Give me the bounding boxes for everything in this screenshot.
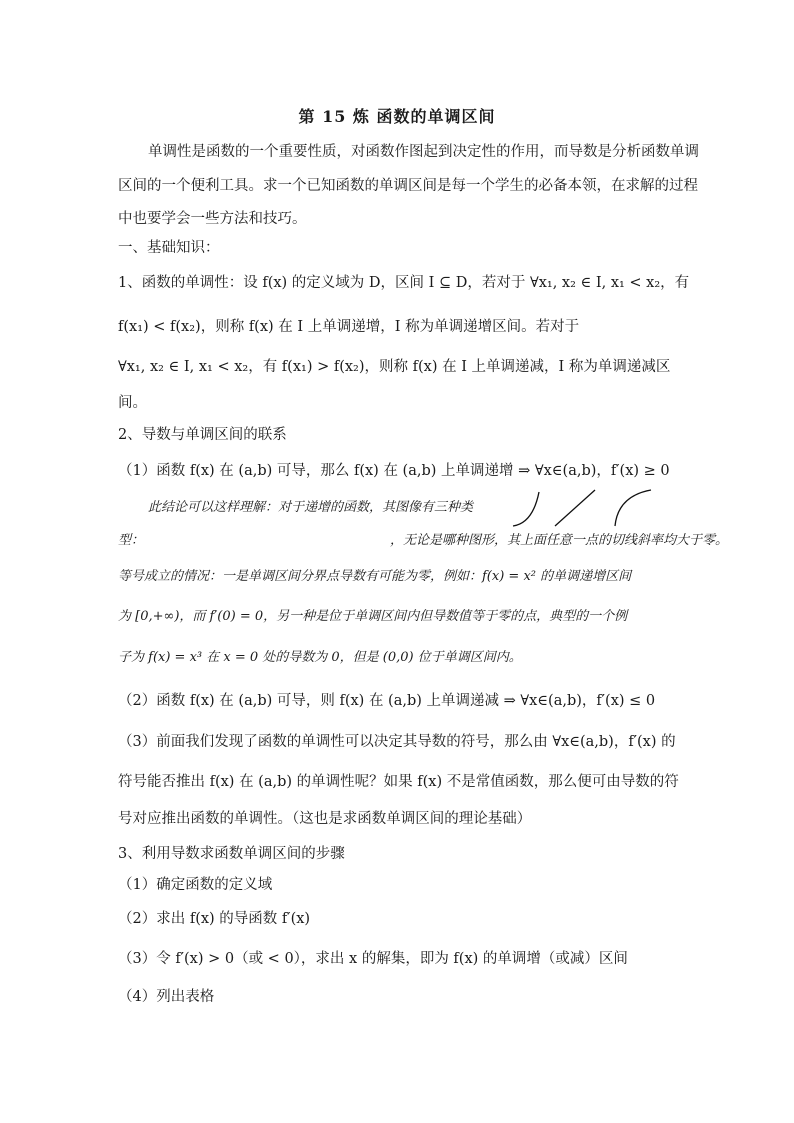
item-3-line-2: 符号能否推出 f(x) 在 (a,b) 的单调性呢？如果 f(x) 不是常值函数，那么便可由导数的符 xyxy=(118,774,679,790)
definition-line-2: f(x₁) < f(x₂)，则称 f(x) 在 I 上单调递增，I 称为单调递增区间。若对于 xyxy=(118,319,580,335)
section-heading-basics: 一、基础知识： xyxy=(118,240,220,256)
page-title: 第 15 炼 函数的单调区间 xyxy=(298,107,496,126)
step-3: （3）令 f′(x) > 0（或 < 0），求出 x 的解集，即为 f(x) 的单调增（或减）区间 xyxy=(118,951,628,967)
item-2-decreasing: （2）函数 f(x) 在 (a,b) 可导，则 f(x) 在 (a,b) 上单调递减 ⇒ ∀x∈(a,b)，f′(x) ≤ 0 xyxy=(118,693,656,709)
intro-line-1: 单调性是函数的一个重要性质，对函数作图起到决定性的作用，而导数是分析函数单调 xyxy=(148,144,699,160)
note-line-3: ，无论是哪种图形，其上面任意一点的切线斜率均大于零。 xyxy=(390,533,729,548)
step-1: （1）确定函数的定义域 xyxy=(118,877,273,893)
intro-line-3: 中也要学会一些方法和技巧。 xyxy=(118,211,307,227)
intro-line-2: 区间的一个便利工具。求一个已知函数的单调区间是每一个学生的必备本领，在求解的过程 xyxy=(118,178,698,194)
definition-line-4: 间。 xyxy=(118,395,147,411)
section-heading-steps: 3、利用导数求函数单调区间的步骤 xyxy=(118,846,345,862)
item-3-line-3: 号对应推出函数的单调性。（这也是求函数单调区间的理论基础） xyxy=(118,811,532,827)
definition-line-1: 1、函数的单调性：设 f(x) 的定义域为 D，区间 I ⊆ D，若对于 ∀x₁, x₂ ∈ I, x₁ < x₂，有 xyxy=(118,275,690,291)
section-heading-derivative: 2、导数与单调区间的联系 xyxy=(118,427,287,443)
note-line-4: 等号成立的情况：一是单调区间分界点导数有可能为零，例如：f(x) = x² 的单调递增区间 xyxy=(118,569,632,584)
note-line-1: 此结论可以这样理解：对于递增的函数，其图像有三种类 xyxy=(148,500,474,515)
step-4: （4）列出表格 xyxy=(118,989,215,1005)
note-line-6: 子为 f(x) = x³ 在 x = 0 处的导数为 0，但是 (0,0) 位于单调区间内。 xyxy=(118,650,522,665)
definition-line-3: ∀x₁, x₂ ∈ I, x₁ < x₂，有 f(x₁) > f(x₂)，则称 f(x) 在 I 上单调递减，I 称为单调递减区 xyxy=(118,359,671,375)
item-3-line-1: （3）前面我们发现了函数的单调性可以决定其导数的符号，那么由 ∀x∈(a,b)，f′(x) 的 xyxy=(118,734,676,750)
concave-up-curve xyxy=(513,492,539,526)
item-1-increasing: （1）函数 f(x) 在 (a,b) 可导，那么 f(x) 在 (a,b) 上单调递增 ⇒ ∀x∈(a,b)，f′(x) ≥ 0 xyxy=(118,463,670,479)
note-line-2: 型： xyxy=(118,533,145,548)
increasing-curve-types-figure xyxy=(505,484,655,532)
straight-line-curve xyxy=(555,490,595,526)
note-line-5: 为 [0,+∞)，而 f′(0) = 0，另一种是位于单调区间内但导数值等于零的点，典型的一个例 xyxy=(118,609,628,624)
step-2: （2）求出 f(x) 的导函数 f′(x) xyxy=(118,911,311,927)
concave-down-curve xyxy=(615,490,651,526)
